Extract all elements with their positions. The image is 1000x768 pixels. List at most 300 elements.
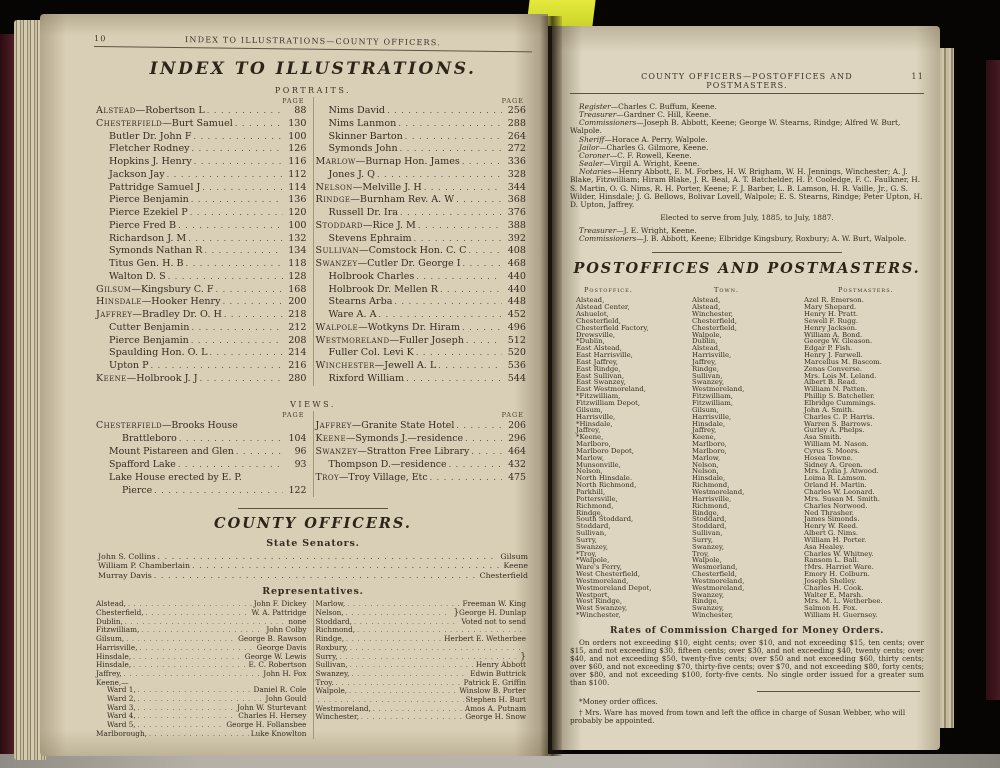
rep-town: Harrisville, xyxy=(96,642,138,652)
cell-postmaster: Joseph Shelley. xyxy=(804,576,857,585)
portraits-left-list xyxy=(96,105,307,386)
cell-postmaster: Charles C. P. Harris. xyxy=(804,412,875,421)
index-entry xyxy=(96,207,307,220)
rep-name: Daniel R. Cole xyxy=(253,685,307,695)
entry-page-number: 464 xyxy=(508,445,526,457)
dot-leader xyxy=(430,471,502,484)
cell-postmaster: George W. Gleason. xyxy=(804,337,873,346)
rep-name: E. C. Robertson xyxy=(248,660,307,670)
cell-postmaster: John A. Smith. xyxy=(804,405,855,414)
cell-town: Harrisville, xyxy=(692,351,732,360)
officer-names: —Charles C. Buffum, Keene. xyxy=(610,102,717,111)
cell-postoffice: Parkhill, xyxy=(576,487,606,496)
senator-row xyxy=(94,561,532,571)
entry-page-number: 392 xyxy=(507,232,526,244)
entry-name: Nelson—Melville J. H xyxy=(315,181,422,193)
dot-leader xyxy=(346,635,442,644)
entry-page-number: 130 xyxy=(288,117,307,129)
cell-town: Swanzey, xyxy=(692,590,725,599)
cell-town: Rindge, xyxy=(692,597,719,606)
dot-leader xyxy=(373,705,463,714)
class-brace: } xyxy=(453,607,460,618)
cell-town: Swanzey, xyxy=(692,604,725,613)
cell-postmaster: William H. Guernsey. xyxy=(804,611,878,620)
entry-name: Cutter Benjamin xyxy=(109,321,190,333)
entry-name: Butler Dr. John F xyxy=(109,130,192,142)
index-entry xyxy=(96,143,307,156)
office-title: Coroner xyxy=(579,150,610,160)
dot-leader xyxy=(379,309,502,322)
cell-town: Fitzwilliam, xyxy=(692,392,733,401)
table-row xyxy=(570,421,924,428)
index-entry xyxy=(96,118,307,131)
dot-leader xyxy=(416,271,502,284)
dot-leader xyxy=(140,644,255,653)
dot-leader xyxy=(216,284,283,297)
dot-leader xyxy=(456,194,502,207)
rep-town: Ward 1, xyxy=(107,685,136,695)
entry-page-number: 512 xyxy=(507,334,526,346)
cell-postmaster: Charles W. Leonard. xyxy=(804,487,875,496)
rep-name: Stephen H. Burt xyxy=(465,695,526,705)
cell-postmaster: Loima R. Lamson. xyxy=(804,474,867,483)
cell-postoffice: West Chesterfield, xyxy=(576,570,641,579)
rep-name: George H. Snow xyxy=(465,712,526,722)
dot-leader xyxy=(200,373,283,386)
dot-leader xyxy=(168,271,283,284)
cell-postoffice: Nelson, xyxy=(576,467,603,476)
entry-name: Russell Dr. Ira xyxy=(328,207,399,218)
cell-postoffice: *Dublin, xyxy=(576,337,605,346)
rep-name: Charles H. Hersey xyxy=(238,711,307,721)
cell-postmaster: Gurley A. Phelps. xyxy=(804,426,865,435)
cell-town: Winchester, xyxy=(692,310,734,319)
dot-leader xyxy=(207,105,283,118)
cell-postoffice: Marlow, xyxy=(576,453,605,462)
dot-leader xyxy=(400,207,502,220)
cell-postoffice: Alstead, xyxy=(576,296,605,305)
index-entry xyxy=(96,182,307,195)
dot-leader xyxy=(400,143,502,156)
cell-postmaster: Asa Healey. xyxy=(804,542,845,551)
table-row xyxy=(570,427,924,434)
entry-page-number: 214 xyxy=(288,347,307,359)
entry-page-number: 344 xyxy=(507,181,526,193)
entry-name: Chesterfield—Brooks House xyxy=(96,419,238,431)
entry-name: Rindge—Burnham Rev. A. W xyxy=(315,194,455,206)
index-entry xyxy=(96,131,307,144)
rep-town: Richmond, xyxy=(315,625,356,635)
cell-town: Winchester, xyxy=(692,611,734,620)
cell-town: Stoddard, xyxy=(692,515,727,524)
dot-leader xyxy=(192,561,502,571)
footnote-rule xyxy=(757,691,920,692)
cell-town: Chesterfield, xyxy=(692,316,737,325)
entry-name: Pierce Fred B xyxy=(109,219,177,231)
cell-town: Marlow, xyxy=(692,453,721,462)
entry-name: Pierce Benjamin xyxy=(109,334,189,346)
entry-page-number: 536 xyxy=(507,360,526,371)
cell-postmaster: Phillip S. Batcheller. xyxy=(804,392,875,401)
table-row xyxy=(570,612,924,619)
dot-leader xyxy=(354,618,459,627)
dot-leader xyxy=(361,713,463,722)
officer-names: —Charles G. Gilmore, Keene. xyxy=(599,142,709,152)
office-title: Treasurer xyxy=(579,226,617,236)
entry-page-number: 218 xyxy=(288,309,307,320)
cell-town: Chesterfield, xyxy=(692,570,737,579)
index-entry xyxy=(96,258,307,271)
dot-leader xyxy=(204,245,282,258)
dot-leader xyxy=(349,687,457,696)
senator-town: Gilsum xyxy=(500,551,528,561)
dot-leader xyxy=(438,360,502,373)
cell-postoffice: Alstead Center, xyxy=(576,303,630,312)
dot-leader xyxy=(394,296,502,309)
entry-name: Nims David xyxy=(328,105,386,116)
dot-leader xyxy=(336,679,462,688)
entry-page-number: 264 xyxy=(507,130,526,142)
office-title: Sheriff xyxy=(579,134,605,144)
page-column-label: PAGE xyxy=(501,97,524,105)
officer-line xyxy=(570,235,924,243)
table-row xyxy=(570,496,924,503)
entry-name: Keene—Holbrook J. J xyxy=(96,372,198,384)
entry-name: Stoddard—Rice J. M xyxy=(315,219,416,231)
cell-postmaster: Edgar P. Fish. xyxy=(804,344,853,353)
entry-page-number: 200 xyxy=(288,296,307,308)
cell-postmaster: Sewell F. Rugg. xyxy=(804,316,859,325)
cell-postoffice: *Hinsdale, xyxy=(576,419,613,428)
office-title: Commissioners xyxy=(579,234,637,244)
rep-name: George B. Rawson xyxy=(238,634,307,644)
cell-town: Dublin, xyxy=(692,337,718,346)
cell-postmaster: Salmon H. Fox. xyxy=(804,604,858,613)
cell-postoffice: Westmoreland Depot, xyxy=(576,583,652,592)
rep-town: Nelson, xyxy=(315,607,344,617)
cell-postmaster: Sidney A. Green. xyxy=(804,460,863,469)
cell-postmaster: †Mrs. Harriet Ware. xyxy=(804,563,874,572)
rep-name: Patrick E. Griffin xyxy=(463,677,526,687)
table-row xyxy=(570,359,924,366)
right-folio: 11 xyxy=(911,72,924,81)
rep-town: Swanzey, xyxy=(315,668,350,678)
rep-town: Ward 3, xyxy=(107,702,136,712)
cell-postmaster: William N. Patten. xyxy=(804,385,868,394)
cell-town: Rindge, xyxy=(692,508,719,517)
entry-page-number: 88 xyxy=(294,105,307,116)
entry-name: Brattleboro xyxy=(122,432,177,444)
entry-page-number: 112 xyxy=(288,168,307,180)
entry-name: Pierce Benjamin xyxy=(109,194,189,206)
dot-leader xyxy=(178,220,282,233)
dot-leader xyxy=(186,258,283,271)
col-header-postmasters: Postmasters. xyxy=(838,286,894,295)
rep-town: Walpole, xyxy=(315,686,348,696)
left-folio: 10 xyxy=(93,34,107,44)
cell-postoffice: *Fitzwilliam, xyxy=(576,392,621,401)
cell-postoffice: West Rindge, xyxy=(576,597,623,606)
index-entry xyxy=(316,169,527,182)
entry-name: Gilsum—Kingsbury C. F xyxy=(96,283,214,295)
rates-paragraph: On orders not exceeding $10, eight cents; over $10, and not exceeding $15, ten cents; over $15, and not exceeding $30, fifteen cents; over $30, and not exceeding $40, twenty cents; over $40, and not exceeding $50, twenty-five cents; over $50 and not exceeding $60, thirty cents; over $60, and not exceeding $70, thirty-five cents; over $70, and not exceeding $80, forty cents; over $80, and not exceeding $100, forty-five cents. No single order issued for a greater sum than $100. xyxy=(570,638,924,687)
entry-name: Swanzey—Stratton Free Library xyxy=(315,445,470,457)
cell-postmaster: Hosea Towne. xyxy=(804,453,853,462)
entry-page-number: 136 xyxy=(288,194,307,206)
rep-town: Jaffrey, xyxy=(96,668,122,678)
cell-town: Rindge, xyxy=(692,364,719,373)
rep-name: Luke Knowlton xyxy=(250,728,307,738)
entry-name: Stearns Arba xyxy=(328,296,393,308)
index-entry xyxy=(316,271,527,284)
right-running-head xyxy=(570,72,924,90)
dot-leader xyxy=(125,618,286,627)
page-title-index: INDEX TO ILLUSTRATIONS. xyxy=(149,59,477,79)
table-row xyxy=(570,325,924,332)
rep-name: George Davis xyxy=(256,642,307,652)
cell-town: Sullivan, xyxy=(692,371,723,380)
dot-leader xyxy=(179,432,283,445)
dot-leader xyxy=(424,182,502,195)
entry-name: Holbrook Charles xyxy=(328,270,415,282)
index-entry xyxy=(316,105,527,118)
officer-names: —Gardner C. Hill, Keene. xyxy=(616,110,712,120)
dot-leader xyxy=(149,730,249,739)
index-entry xyxy=(96,284,307,297)
entry-name: Upton P xyxy=(109,360,149,371)
index-entry xyxy=(96,194,307,207)
entry-page-number: 132 xyxy=(288,232,307,244)
book-gutter-shadow xyxy=(540,16,562,756)
cell-postmaster: Cyrus S. Moors. xyxy=(804,446,860,455)
entry-name: Symonds John xyxy=(328,143,398,155)
entry-page-number: 496 xyxy=(507,321,526,333)
cell-postmaster: Azel R. Emerson. xyxy=(804,296,864,305)
dot-leader xyxy=(192,143,283,156)
rep-name: Amos A. Putnam xyxy=(464,703,526,713)
dot-leader xyxy=(178,458,283,471)
dot-leader xyxy=(188,233,282,246)
representatives-left-list xyxy=(94,600,313,738)
index-entry xyxy=(316,432,527,445)
office-title: Register xyxy=(579,102,611,111)
entry-page-number: 520 xyxy=(507,347,526,359)
right-running-head-text: COUNTY OFFICERS—POSTOFFICES AND POSTMASTERS. xyxy=(641,72,853,90)
index-entry xyxy=(96,105,307,118)
officer-line xyxy=(570,119,924,135)
page-column-label: PAGE xyxy=(501,410,524,419)
cell-postoffice: Sullivan, xyxy=(576,529,607,538)
dot-leader xyxy=(466,335,502,348)
rep-town: Marlborough, xyxy=(96,728,147,738)
rep-name: George H. Follansbee xyxy=(226,720,307,730)
officer-line xyxy=(570,168,924,209)
officer-names: —Henry Abbott, E. M. Forbes, H. W. Brigham, W. H. Jennings, Winchester; A. J. Blake, Fitzwilliam; Hiram Blake, J. R. Beal, A. T. Batchelder, H. P. Cooledge, F. C. Faulkner, H. S. Martin, O. G. Nims, R. H. Porter, Keene; F. J. Barber, L. B. Lamson, H. R. Vaille, Jr., G. S. Wilder, Hinsdale; J. G. Bellows, Bolivar Lovell, Walpole; E. S. Stearns, Rindge; Peter Upton, H. D. Upton, Jaffrey. xyxy=(570,167,923,209)
officer-names: —Horace A. Perry, Walpole. xyxy=(604,134,708,144)
index-entry xyxy=(96,360,307,373)
entry-page-number: 216 xyxy=(288,360,307,371)
cell-town: Walpole, xyxy=(692,330,722,339)
cell-postoffice: Ware's Ferry, xyxy=(576,563,622,572)
entry-page-number: 206 xyxy=(508,419,526,431)
dot-leader xyxy=(151,360,283,373)
entry-page-number: 452 xyxy=(507,309,526,320)
officer-names: —Virgil A. Wright, Keene. xyxy=(603,159,700,169)
cell-town: Gilsum, xyxy=(692,405,719,414)
rep-town: Chesterfield, xyxy=(96,607,144,617)
table-row xyxy=(570,448,924,455)
table-header-row xyxy=(570,286,924,294)
index-entry xyxy=(316,182,527,195)
entry-page-number: 440 xyxy=(507,270,526,282)
dot-leader xyxy=(347,600,460,609)
entry-name: Thompson D.—residence xyxy=(328,458,447,470)
dot-leader xyxy=(126,635,236,644)
index-entry xyxy=(96,471,307,484)
index-entry xyxy=(96,296,307,309)
entry-name: Jones J. Q xyxy=(328,168,376,180)
senator-name: Murray Davis xyxy=(98,570,152,580)
dot-leader xyxy=(440,284,502,297)
cell-postmaster: Zenas Converse. xyxy=(804,364,863,373)
index-entry xyxy=(96,445,307,458)
senator-town: Chesterfield xyxy=(479,570,528,580)
right-page xyxy=(552,26,940,750)
dot-leader xyxy=(146,609,250,618)
rep-name: none xyxy=(288,616,307,626)
index-entry xyxy=(96,169,307,182)
table-row xyxy=(570,338,924,345)
cell-town: Keene, xyxy=(692,433,716,442)
dot-leader xyxy=(346,609,452,618)
entry-page-number: 288 xyxy=(507,117,526,129)
cell-town: Hinsdale, xyxy=(692,474,726,483)
index-entry xyxy=(316,360,527,373)
rep-town: Sullivan, xyxy=(315,660,348,670)
entry-name: Pattridge Samuel J xyxy=(109,181,201,193)
entry-name: Skinner Barton xyxy=(328,130,403,142)
entry-page-number: 122 xyxy=(288,484,307,496)
cell-postoffice: Rindge, xyxy=(576,508,603,517)
entry-page-number: 116 xyxy=(288,156,307,167)
entry-page-number: 208 xyxy=(288,334,307,346)
cell-postmaster: Henry Jackson. xyxy=(804,323,858,332)
dot-leader xyxy=(235,118,283,131)
rep-name: Freeman W. King xyxy=(462,599,526,609)
cell-town: Marlboro, xyxy=(692,440,727,449)
cell-postoffice: *Troy, xyxy=(576,549,597,558)
index-entry xyxy=(316,143,527,156)
page-column-label: PAGE xyxy=(282,410,305,419)
office-title: Sealer xyxy=(579,159,604,169)
entry-page-number: 100 xyxy=(288,219,307,231)
cell-town: Chesterfield, xyxy=(692,323,737,332)
entry-name: Pierce xyxy=(122,484,153,496)
rep-name: Winslow B. Porter xyxy=(459,686,526,696)
entry-page-number: 128 xyxy=(288,270,307,282)
dot-leader xyxy=(236,445,283,458)
representatives-columns xyxy=(94,600,532,738)
cell-postoffice: *Winchester, xyxy=(576,611,621,620)
index-entry xyxy=(316,471,527,484)
index-entry xyxy=(316,322,527,335)
portraits-columns xyxy=(94,97,532,386)
cell-postoffice: Chesterfield, xyxy=(576,316,621,325)
entry-page-number: 118 xyxy=(288,258,307,269)
index-entry xyxy=(96,271,307,284)
cell-postmaster: Charles Norwood. xyxy=(804,501,868,510)
dot-leader xyxy=(350,661,474,670)
rep-name: George W. Lewis xyxy=(244,651,307,661)
index-entry xyxy=(316,233,527,246)
cell-town: Wesmorland, xyxy=(692,563,738,572)
rep-town: Fitzwilliam, xyxy=(96,625,140,635)
cell-town: Westmoreland, xyxy=(692,576,745,585)
dot-leader xyxy=(124,670,262,679)
cell-postmaster: Henry H. Pratt. xyxy=(804,310,859,319)
dot-leader xyxy=(416,347,502,360)
index-entry xyxy=(316,445,527,458)
index-entry xyxy=(316,156,527,169)
entry-name: Spafford Lake xyxy=(109,458,176,470)
index-entry xyxy=(316,296,527,309)
dot-leader xyxy=(350,644,524,653)
cell-postmaster: Mrs. Lois M. Leland. xyxy=(804,371,877,380)
cell-postmaster: William A. Bond. xyxy=(804,330,863,339)
dot-leader xyxy=(138,721,225,730)
rep-town: Alstead, xyxy=(96,599,126,609)
office-title: Treasurer xyxy=(579,110,617,120)
cell-town: Marlboro, xyxy=(692,446,727,455)
dot-leader xyxy=(463,258,502,271)
cell-postmaster: William H. Porter. xyxy=(804,535,867,544)
views-heading: VIEWS. xyxy=(290,399,336,409)
dot-leader xyxy=(190,207,283,220)
rep-town: Surry, xyxy=(315,651,338,661)
entry-name: Richardson J. M xyxy=(109,232,187,244)
scanner-bed-strip xyxy=(0,754,1000,768)
entry-page-number: 272 xyxy=(507,143,526,155)
entry-page-number: 168 xyxy=(288,283,307,295)
cell-postoffice: East Swanzey, xyxy=(576,378,626,387)
cell-town: Alstead, xyxy=(692,296,721,305)
table-row xyxy=(570,551,924,558)
cell-town: Richmond, xyxy=(692,501,730,510)
entry-page-number: 114 xyxy=(288,181,307,193)
entry-page-number: 93 xyxy=(294,458,307,470)
index-entry xyxy=(96,347,307,360)
cell-town: Harrisville, xyxy=(692,494,732,503)
entry-page-number: 212 xyxy=(288,321,307,333)
entry-name: Mount Pistareen and Glen xyxy=(109,445,234,457)
cell-postmaster: James Simonds. xyxy=(804,515,860,524)
entry-page-number: 256 xyxy=(507,105,526,116)
dot-leader xyxy=(465,432,502,445)
col-header-postoffice: Postoffice. xyxy=(584,286,633,295)
entry-page-number: 104 xyxy=(288,432,307,444)
rep-town: Dublin, xyxy=(96,616,123,626)
index-entry xyxy=(316,284,527,297)
cell-postoffice: Jaffrey, xyxy=(576,426,601,435)
postoffices-title: POSTOFFICES AND POSTMASTERS. xyxy=(573,260,921,278)
rep-town: Ward 2, xyxy=(107,694,136,704)
footnote-money-order: *Money order offices. xyxy=(579,697,658,707)
dot-leader xyxy=(138,686,252,695)
cell-town: Troy, xyxy=(692,549,710,558)
dot-leader xyxy=(377,169,502,182)
rep-town: Marlow, xyxy=(315,599,346,609)
cell-town: Westmoreland, xyxy=(692,487,745,496)
